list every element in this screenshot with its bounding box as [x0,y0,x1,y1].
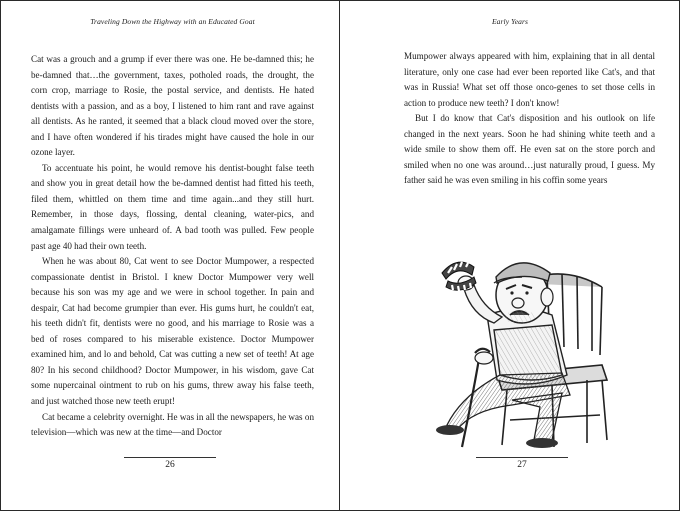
right-page-number: 27 [517,460,527,470]
overalls [494,325,562,380]
old-man-holding-false-teeth-illustration [402,225,632,450]
left-running-head: Traveling Down the Highway with an Educated Goat [90,17,255,26]
left-footer-rule [124,457,216,458]
left-paragraph-2: To accentuate his point, he would remove his dentist-bought false teeth and show you in great detail how the be-damned dentist had fitted his teeth, filed them, whittled on them time and time again...and they still hurt. Remember, in those days, flossing, dental cleaning, water-pics, and amalgamate fillings were unheard of. A bad tooth was pulled. Few people past age 40 had their own teeth. [31,162,314,251]
right-paragraph-2: But I do know that Cat's disposition and his outlook on life changed in the next years. Soon he had shining white teeth and a wide smile to show them off. He even sat on the store porch and smiled when no one was around…just naturally proud, I guess. My father said he was even smiling in his coffin some years [404,113,655,186]
left-paragraph-3: When he was about 80, Cat went to see Doctor Mumpower, a respected compassionate dentist in Bristol. I knew Doctor Mumpower very well because his son was my age and we were in school together. In pain and despair, Cat had become grumpier than ever. His gums hurt, he couldn't eat, his teeth didn't fit, dentists were no good, and his marriage to Rosie was a bed of roses compared to his miserable existence. Doctor Mumpower examined him, and lo and behold, Cat was cutting a new set of teeth! At age 80? In his second childhood? Doctor Mumpower, in his wisdom, gave Cat some nupercainal ointment to rub on his gums, threw away his false teeth, and just watched those new teeth erupt! [31,256,314,407]
left-body-text [31,52,314,441]
left-paragraph-4: Cat became a celebrity overnight. He was in all the newspapers, he was on television—which was new at the time—and Doctor [31,411,314,438]
left-page [0,0,339,511]
right-paragraph-1: Mumpower always appeared with him, explaining that in all dental literature, only one case had ever been reported like Cat's, and that was in Russia! What set off those onco-genes to set those cells in action to produce new teeth? I don't know! [404,51,655,108]
left-page-number: 26 [165,460,175,470]
right-body-text [404,49,655,189]
right-running-head: Early Years [491,17,529,26]
false-teeth [442,262,476,291]
right-footer-rule [476,457,568,458]
left-paragraph-1: Cat was a grouch and a grump if ever there was one. He be-damned this; he be-damned that…the government, taxes, potholed roads, the drought, the corn crop, marriage to Rosie, the postal service, and dentists. He hated dentists with a passion, and as a boy, I listened to him rant and rave against all dentists. As he ranted, it seemed that a black cloud moved over the store, and I have often wondered if his tirades might have caused the hole in our ozone layer. [31,54,314,158]
right-page [340,0,680,511]
